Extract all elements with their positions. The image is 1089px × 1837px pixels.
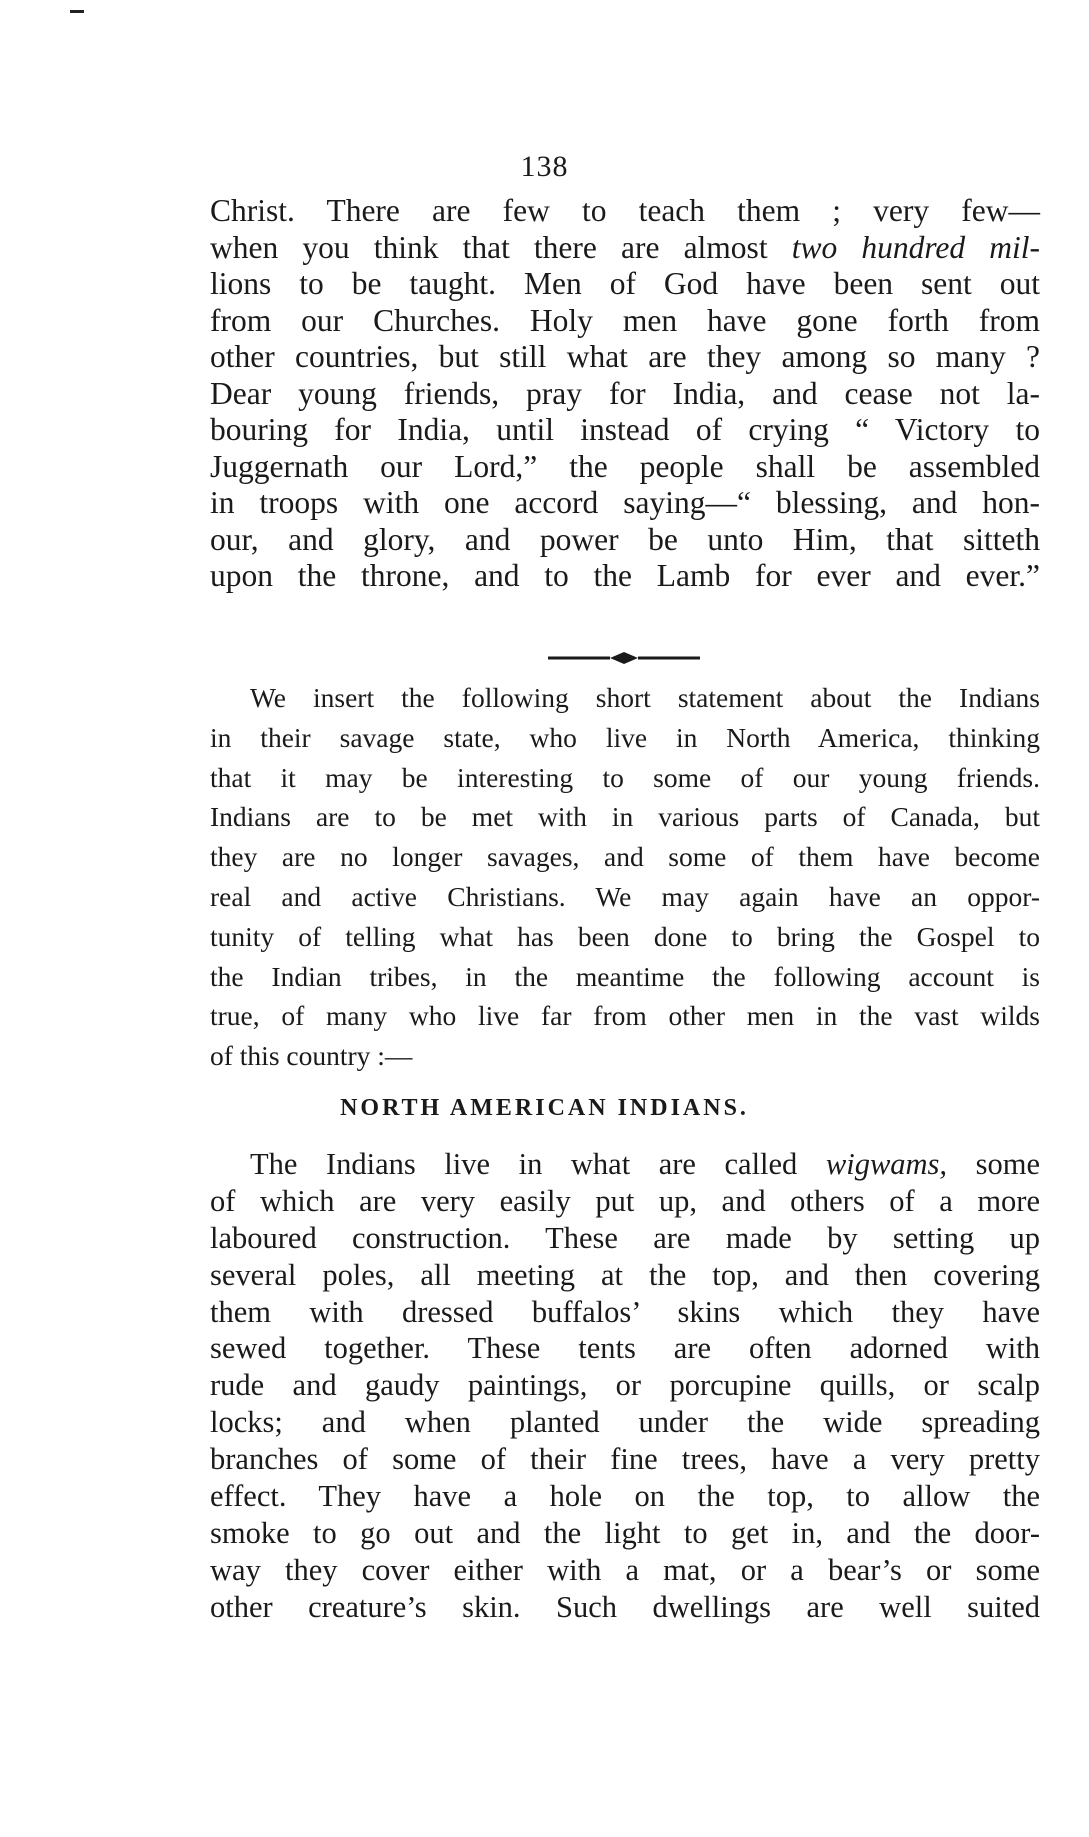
italic-word: wigwams, bbox=[825, 1147, 948, 1181]
text-line: We insert the following short statement about the Indians bbox=[250, 682, 1040, 713]
text-fragment: The Indians live in what are called bbox=[250, 1147, 798, 1181]
text-line: Christ. There are few to teach them ; very few— bbox=[210, 193, 1040, 228]
text-line: our, and glory, and power be unto Him, that sitteth bbox=[210, 521, 1040, 557]
section-heading: NORTH AMERICAN INDIANS. bbox=[340, 1095, 749, 1121]
text-line: tunity of telling what has been done to bring the Gospel to bbox=[210, 920, 1040, 952]
text-line: they are no longer savages, and some of them have become bbox=[210, 841, 1040, 873]
text-line: laboured construction. These are made by setting up bbox=[210, 1220, 1040, 1255]
text-fragment: when you think that there are almost bbox=[210, 229, 768, 265]
text-fragment: some bbox=[975, 1147, 1041, 1181]
ornamental-divider bbox=[548, 651, 700, 665]
paragraph-three bbox=[210, 1146, 1040, 1626]
text-line: rude and gaudy paintings, or porcupine quills, or scalp bbox=[210, 1368, 1040, 1403]
page-number: 138 bbox=[520, 150, 569, 183]
corner-mark bbox=[70, 10, 84, 13]
text-line: way they cover either with a mat, or a bear’s or some bbox=[210, 1552, 1040, 1587]
text-line: sewed together. These tents are often adorned with bbox=[210, 1331, 1040, 1366]
text-line: locks; and when planted under the wide spreading bbox=[210, 1405, 1040, 1440]
paragraph-two bbox=[210, 678, 1040, 1076]
text-line: of which are very easily put up, and others of a more bbox=[210, 1183, 1040, 1218]
text-line: bouring for India, until instead of crying “ Victory to bbox=[210, 412, 1040, 447]
text-line: in troops with one accord saying—“ blessing, and hon- bbox=[210, 485, 1040, 520]
text-line: Juggernath our Lord,” the people shall be assembled bbox=[210, 448, 1040, 484]
text-line: from our Churches. Holy men have gone forth from bbox=[210, 302, 1040, 338]
text-line: the Indian tribes, in the meantime the following account is bbox=[210, 960, 1040, 992]
text-line bbox=[210, 1146, 1040, 1183]
italic-phrase: two hundred mil- bbox=[791, 229, 1041, 265]
text-line: that it may be interesting to some of our young friends. bbox=[210, 761, 1040, 793]
text-line: them with dressed buffalos’ skins which they have bbox=[210, 1294, 1040, 1329]
text-line: upon the throne, and to the Lamb for ever and ever.” bbox=[210, 558, 1040, 593]
text-line: other creature’s skin. Such dwellings are well suited bbox=[210, 1589, 1040, 1624]
text-line: smoke to go out and the light to get in, and the door- bbox=[210, 1515, 1040, 1550]
text-line: real and active Christians. We may again have an oppor- bbox=[210, 880, 1040, 912]
paragraph-one bbox=[210, 193, 1040, 595]
text-line: several poles, all meeting at the top, and then covering bbox=[210, 1257, 1040, 1292]
text-line: of this country :— bbox=[210, 1040, 413, 1072]
text-line: branches of some of their fine trees, have a very pretty bbox=[210, 1442, 1040, 1477]
text-line: effect. They have a hole on the top, to allow the bbox=[210, 1479, 1040, 1514]
text-line: other countries, but still what are they among so many ? bbox=[210, 339, 1040, 374]
text-line: lions to be taught. Men of God have been sent out bbox=[210, 266, 1040, 301]
text-line: Dear young friends, pray for India, and cease not la- bbox=[210, 375, 1040, 411]
text-line: Indians are to be met with in various parts of Canada, but bbox=[210, 801, 1040, 833]
text-line: true, of many who live far from other men in the vast wilds bbox=[210, 1000, 1040, 1032]
text-line bbox=[210, 230, 1040, 267]
text-line: in their savage state, who live in North America, thinking bbox=[210, 721, 1040, 753]
